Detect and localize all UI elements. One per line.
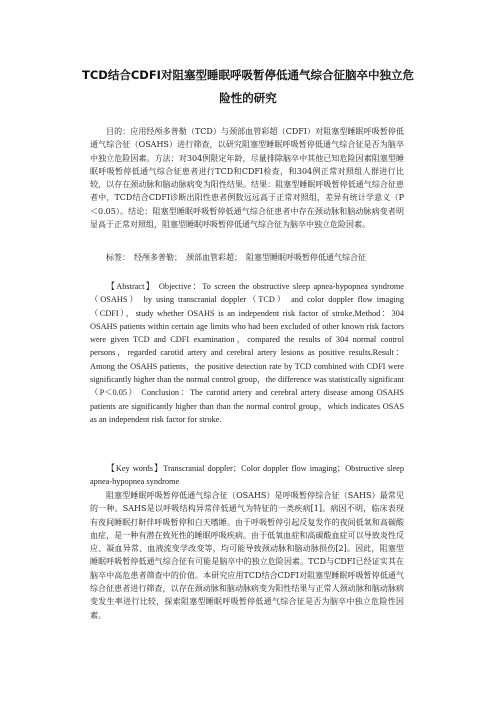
- body-paragraph: 阻塞型睡眠呼吸暂停低通气综合征（OSAHS）是呼吸暂停综合征（SAHS）最常见的一种。SAHS是以呼吸结构异常伴低通气为特征的一类疾病[1]。病因不明，临床表现有夜间睡眠打鼾伴呼吸暂停和白天嗜睡。由于呼吸暂停引起反复发作的夜间低氧和高碳酸血症，是一种有潜在致死性的睡眠呼吸疾病。由于低氧血症和高碳酸血症可以导致炎性反应、凝血异常、血液流变学改变等，均可能导致颈动脉和脑动脉损伤[2]。因此，阻塞型睡眠呼吸暂停低通气综合征有可能是脑卒中的独立危险因素。TCD与CDFI已经证实其在脑卒中高危患者筛查中的价值。本研究应用TCD结合CDFI对阻塞型睡眠呼吸暂停低通气综合征患者进行筛查，以存在颈动脉和脑动脉病变为阳性结果与正常人颈动脉和脑动脉病变发生率进行比较，探索阻塞型睡眠呼吸暂停低通气综合征是否为脑卒中独立危险性因素。: [90, 491, 404, 620]
- title-line-2: 险性的研究: [219, 91, 277, 105]
- abstract-chinese: 目的：应用经颅多普勒（TCD）与颈部血管彩超（CDFI）对阻塞型睡眠呼吸暂停低通气综合征（OSAHS）进行筛查，以研究阻塞型睡眠呼吸暂停低通气综合征是否为脑卒中独立危险因素。方法：对304例限定年龄，尽量排除脑卒中其他已知危险因素阻塞型睡眠呼吸暂停低通气综合征患者进行TCD和CDFI检查，和304例正常对照组人群进行比较，以存在颈动脉和脑动脉病变为阳性结果。结果：阻塞型睡眠呼吸暂停低通气综合征患者中，TCD结合CDFI诊断出阳性患者例数远远高于正常对照组，差异有统计学意义（P＜0.05）。结论：阻塞型睡眠呼吸暂停低通气综合征患者中存在颈动脉和脑动脉病变者明显高于正常对照组，阻塞型睡眠呼吸暂停低通气综合征为脑卒中独立危险因素。: [90, 127, 404, 230]
- title-line-1: TCD结合CDFI对阻塞型睡眠呼吸暂停低通气综合征脑卒中独立危: [82, 68, 414, 82]
- abstract-english: 【Abstract】 Objective：To screen the obstructive sleep apnea-hypopnea syndrome（OSAHS） by using transcranial doppler（TCD） and color doppler flow imaging（CDFI），study whether OSAHS is an independent risk factor of stroke.Method：304 OSAHS patients within certain age limits who had been excluded of other known risk factors were given TCD and CDFI examination，compared the results of 304 normal control persons，regarded carotid artery and cerebral artery lesions as positive results.Result：Among the OSAHS patients，the positive detection rate by TCD combined with CDFI were significantly higher than the normal control group，the difference was statistically significant（P＜0.05） Conclusion：The carotid artery and cerebral artery disease among OSAHS patients are significantly higher than than the normal control group，which indicates OSAS as an independent risk factor for stroke.: [90, 282, 404, 424]
- keywords-english: 【Key words】Transcranial doppler；Color doppler flow imaging；Obstructive sleep apnea-hypopnea syndrome: [90, 464, 404, 487]
- keywords-chinese: 标签： 经颅多普勒； 颈部血管彩超； 阻塞型睡眠呼吸暂停低通气综合征: [106, 253, 366, 262]
